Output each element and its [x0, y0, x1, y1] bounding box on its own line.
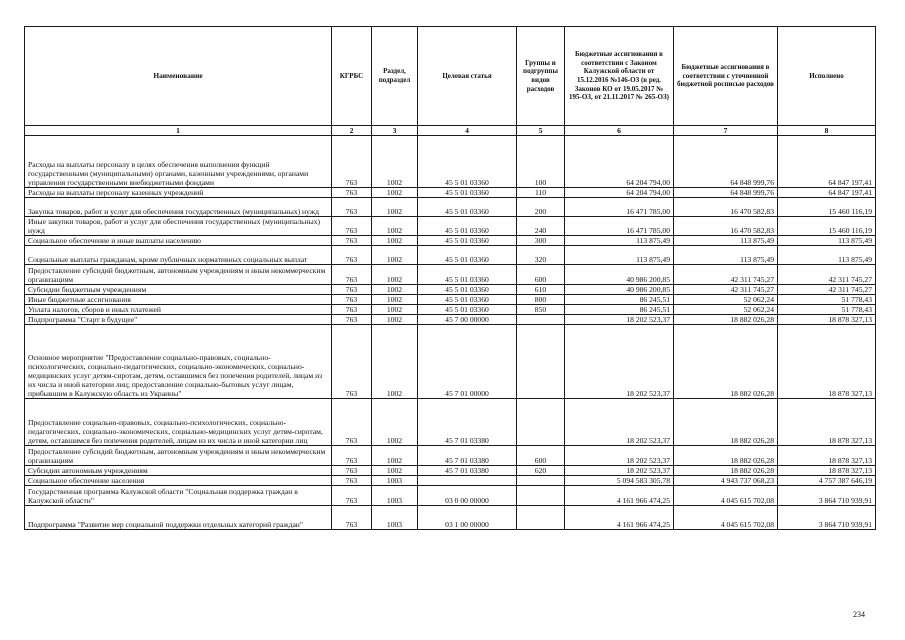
- row-name: Предоставление социально-правовых, социально-психологических, социально-педагогических, социально-экономических, социально-медицинских услуг детям-сиротам, детям, оставшимся без попечения родителей, лицам из их числа и иной категории лиц: [25, 399, 332, 446]
- row-refined-amount: 18 882 026,28: [674, 466, 778, 476]
- row-section: 1002: [372, 246, 418, 265]
- row-expense-type: [517, 506, 565, 530]
- table-row: [25, 476, 876, 486]
- row-section: 1002: [372, 295, 418, 305]
- row-kgrbs: 763: [332, 265, 372, 285]
- header-section: Раздел, подраздел: [372, 27, 418, 126]
- row-target-article: 45 5 01 03360: [418, 188, 517, 198]
- row-section: 1002: [372, 188, 418, 198]
- row-name: Социальные выплаты гражданам, кроме публичных нормативных социальных выплат: [25, 246, 332, 265]
- row-kgrbs: 763: [332, 305, 372, 315]
- row-kgrbs: 763: [332, 466, 372, 476]
- row-refined-amount: 18 882 026,28: [674, 446, 778, 466]
- row-expense-type: 300: [517, 236, 565, 246]
- table-row: [25, 315, 876, 325]
- row-law-amount: 18 202 523,37: [565, 466, 674, 476]
- row-section: 1002: [372, 285, 418, 295]
- row-target-article: [418, 476, 517, 486]
- row-expense-type: 600: [517, 265, 565, 285]
- row-executed-amount: 18 878 327,13: [778, 325, 876, 399]
- row-expense-type: 600: [517, 446, 565, 466]
- row-kgrbs: 763: [332, 217, 372, 236]
- row-refined-amount: 4 045 615 702,08: [674, 506, 778, 530]
- row-section: 1002: [372, 305, 418, 315]
- column-number: 3: [372, 126, 418, 136]
- row-name: Государственная программа Калужской области "Социальная поддержка граждан в Калужской области": [25, 486, 332, 506]
- row-section: 1003: [372, 486, 418, 506]
- row-name: Субсидии бюджетным учреждениям: [25, 285, 332, 295]
- row-kgrbs: 763: [332, 399, 372, 446]
- row-expense-type: [517, 486, 565, 506]
- table-row: [25, 236, 876, 246]
- row-executed-amount: 113 875,49: [778, 236, 876, 246]
- table-row: [25, 285, 876, 295]
- row-expense-type: 850: [517, 305, 565, 315]
- row-kgrbs: 763: [332, 198, 372, 217]
- row-expense-type: 100: [517, 136, 565, 188]
- row-section: 1002: [372, 325, 418, 399]
- table-row: [25, 325, 876, 399]
- row-section: 1002: [372, 466, 418, 476]
- row-kgrbs: 763: [332, 315, 372, 325]
- row-kgrbs: 763: [332, 285, 372, 295]
- header-name: Наименование: [25, 27, 332, 126]
- row-executed-amount: 64 847 197,41: [778, 188, 876, 198]
- row-target-article: 45 5 01 03360: [418, 265, 517, 285]
- column-number: 6: [565, 126, 674, 136]
- row-name: Закупка товаров, работ и услуг для обеспечения государственных (муниципальных) нужд: [25, 198, 332, 217]
- page-number: 234: [853, 610, 865, 619]
- row-kgrbs: 763: [332, 188, 372, 198]
- row-expense-type: 320: [517, 246, 565, 265]
- row-executed-amount: 3 864 710 939,91: [778, 506, 876, 530]
- row-refined-amount: 113 875,49: [674, 236, 778, 246]
- row-section: 1003: [372, 506, 418, 530]
- row-law-amount: 40 986 200,85: [565, 265, 674, 285]
- table-row: [25, 188, 876, 198]
- row-executed-amount: 18 878 327,13: [778, 315, 876, 325]
- header-executed: Исполнено: [778, 27, 876, 126]
- row-section: 1002: [372, 217, 418, 236]
- row-target-article: 45 5 01 03360: [418, 136, 517, 188]
- row-refined-amount: 42 311 745,27: [674, 265, 778, 285]
- row-law-amount: 18 202 523,37: [565, 446, 674, 466]
- row-name: Основное мероприятие "Предоставление социально-правовых, социально-психологических, социально-педагогических, социально-экономических, социально-медицинских услуг детям-сиротам, детям, оставшимся без попечения родителей, лицам из их числа и иной категории лиц; предоставление социально-бытовых услуг лицам, прибывшим в Калужскую область из Украины": [25, 325, 332, 399]
- row-name: Расходы на выплаты персоналу казенных учреждений: [25, 188, 332, 198]
- table-row: [25, 486, 876, 506]
- row-refined-amount: 16 470 582,83: [674, 198, 778, 217]
- row-name: Подпрограмма "Старт в будущее": [25, 315, 332, 325]
- table-row: [25, 198, 876, 217]
- table-row: [25, 295, 876, 305]
- row-refined-amount: 113 875,49: [674, 246, 778, 265]
- row-name: Расходы на выплаты персоналу в целях обеспечения выполнения функций государственными (муниципальными) органами, казенными учреждениями, органами управления государственными внебюджетными фондами: [25, 136, 332, 188]
- row-name: Предоставление субсидий бюджетным, автономным учреждениям и иным некоммерческим организациям: [25, 446, 332, 466]
- table-row: [25, 305, 876, 315]
- row-kgrbs: 763: [332, 295, 372, 305]
- row-kgrbs: 763: [332, 325, 372, 399]
- header-law-appropriations: Бюджетные ассигнования в соответствии с Законом Калужской области от 15.12.2016 №146-ОЗ (в ред. Законов КО от 19.05.2017 № 195-ОЗ, от 21.11.2017 № 265-ОЗ): [565, 27, 674, 126]
- row-refined-amount: 16 470 582,83: [674, 217, 778, 236]
- row-refined-amount: 64 848 999,76: [674, 136, 778, 188]
- row-executed-amount: 18 878 327,13: [778, 446, 876, 466]
- row-target-article: 45 7 01 03380: [418, 399, 517, 446]
- table-row: [25, 265, 876, 285]
- row-expense-type: [517, 315, 565, 325]
- row-law-amount: 16 471 785,00: [565, 217, 674, 236]
- row-target-article: 03 0 00 00000: [418, 486, 517, 506]
- row-executed-amount: 18 878 327,13: [778, 466, 876, 476]
- row-name: Иные бюджетные ассигнования: [25, 295, 332, 305]
- row-refined-amount: 64 848 999,76: [674, 188, 778, 198]
- row-executed-amount: 113 875,49: [778, 246, 876, 265]
- row-expense-type: 610: [517, 285, 565, 295]
- row-law-amount: 5 094 583 305,78: [565, 476, 674, 486]
- row-executed-amount: 51 778,43: [778, 295, 876, 305]
- row-expense-type: 200: [517, 198, 565, 217]
- row-target-article: 45 7 00 00000: [418, 315, 517, 325]
- row-expense-type: 240: [517, 217, 565, 236]
- row-section: 1002: [372, 236, 418, 246]
- row-law-amount: 86 245,51: [565, 295, 674, 305]
- row-kgrbs: 763: [332, 246, 372, 265]
- row-target-article: 45 5 01 03360: [418, 295, 517, 305]
- row-law-amount: 4 161 966 474,25: [565, 506, 674, 530]
- row-refined-amount: 4 943 737 068,23: [674, 476, 778, 486]
- row-target-article: 45 5 01 03360: [418, 305, 517, 315]
- row-target-article: 45 7 01 03380: [418, 466, 517, 476]
- row-law-amount: 113 875,49: [565, 246, 674, 265]
- row-name: Подпрограмма "Развитие мер социальной поддержки отдельных категорий граждан": [25, 506, 332, 530]
- row-target-article: 03 1 00 00000: [418, 506, 517, 530]
- row-executed-amount: 64 847 197,41: [778, 136, 876, 188]
- row-law-amount: 18 202 523,37: [565, 325, 674, 399]
- column-number: 1: [25, 126, 332, 136]
- row-name: Субсидии автономным учреждениям: [25, 466, 332, 476]
- header-refined-appropriations: Бюджетные ассигнования в соответствии с уточненной бюджетной росписью расходов: [674, 27, 778, 126]
- table-row: [25, 399, 876, 446]
- row-section: 1002: [372, 198, 418, 217]
- table-row: [25, 506, 876, 530]
- row-section: 1002: [372, 265, 418, 285]
- row-executed-amount: 4 757 387 646,19: [778, 476, 876, 486]
- table-row: [25, 466, 876, 476]
- column-number-row: [25, 126, 876, 136]
- row-executed-amount: 42 311 745,27: [778, 285, 876, 295]
- row-refined-amount: 18 882 026,28: [674, 399, 778, 446]
- row-law-amount: 18 202 523,37: [565, 315, 674, 325]
- row-kgrbs: 763: [332, 486, 372, 506]
- header-vid: Группы и подгруппы видов расходов: [517, 27, 565, 126]
- row-law-amount: 18 202 523,37: [565, 399, 674, 446]
- row-executed-amount: 51 778,43: [778, 305, 876, 315]
- header-row: [25, 27, 876, 126]
- row-law-amount: 4 161 966 474,25: [565, 486, 674, 506]
- row-refined-amount: 4 045 615 702,08: [674, 486, 778, 506]
- row-law-amount: 64 204 794,00: [565, 136, 674, 188]
- row-kgrbs: 763: [332, 506, 372, 530]
- row-law-amount: 86 245,51: [565, 305, 674, 315]
- budget-table-sheet: [24, 26, 876, 530]
- row-kgrbs: 763: [332, 236, 372, 246]
- row-kgrbs: 763: [332, 446, 372, 466]
- column-number: 2: [332, 126, 372, 136]
- row-executed-amount: 18 878 327,13: [778, 399, 876, 446]
- row-name: Социальное обеспечение населения: [25, 476, 332, 486]
- table-row: [25, 446, 876, 466]
- row-executed-amount: 15 460 116,19: [778, 217, 876, 236]
- row-expense-type: [517, 476, 565, 486]
- row-expense-type: 620: [517, 466, 565, 476]
- budget-table: [24, 26, 876, 530]
- row-section: 1002: [372, 446, 418, 466]
- row-name: Предоставление субсидий бюджетным, автономным учреждениям и иным некоммерческим организациям: [25, 265, 332, 285]
- row-expense-type: [517, 325, 565, 399]
- column-number: 5: [517, 126, 565, 136]
- table-row: [25, 246, 876, 265]
- row-executed-amount: 15 460 116,19: [778, 198, 876, 217]
- row-section: 1003: [372, 476, 418, 486]
- row-kgrbs: 763: [332, 476, 372, 486]
- row-executed-amount: 42 311 745,27: [778, 265, 876, 285]
- column-number: 7: [674, 126, 778, 136]
- row-refined-amount: 18 882 026,28: [674, 315, 778, 325]
- row-target-article: 45 5 01 03360: [418, 285, 517, 295]
- row-refined-amount: 52 062,24: [674, 305, 778, 315]
- row-refined-amount: 42 311 745,27: [674, 285, 778, 295]
- row-expense-type: [517, 399, 565, 446]
- header-kgrbs: КГРБС: [332, 27, 372, 126]
- row-name: Социальное обеспечение и иные выплаты населению: [25, 236, 332, 246]
- row-expense-type: 110: [517, 188, 565, 198]
- column-number: 4: [418, 126, 517, 136]
- row-name: Уплата налогов, сборов и иных платежей: [25, 305, 332, 315]
- row-section: 1002: [372, 315, 418, 325]
- row-target-article: 45 5 01 03360: [418, 236, 517, 246]
- column-number: 8: [778, 126, 876, 136]
- table-row: [25, 136, 876, 188]
- row-law-amount: 40 986 200,85: [565, 285, 674, 295]
- row-refined-amount: 52 062,24: [674, 295, 778, 305]
- row-law-amount: 64 204 794,00: [565, 188, 674, 198]
- row-section: 1002: [372, 136, 418, 188]
- table-row: [25, 217, 876, 236]
- row-target-article: 45 7 01 00000: [418, 325, 517, 399]
- row-refined-amount: 18 882 026,28: [674, 325, 778, 399]
- row-target-article: 45 5 01 03360: [418, 198, 517, 217]
- row-law-amount: 113 875,49: [565, 236, 674, 246]
- row-expense-type: 800: [517, 295, 565, 305]
- row-name: Иные закупки товаров, работ и услуг для обеспечения государственных (муниципальных) нужд: [25, 217, 332, 236]
- row-target-article: 45 5 01 03360: [418, 217, 517, 236]
- row-target-article: 45 7 01 03380: [418, 446, 517, 466]
- header-target: Целевая статья: [418, 27, 517, 126]
- row-target-article: 45 5 01 03360: [418, 246, 517, 265]
- row-kgrbs: 763: [332, 136, 372, 188]
- row-section: 1002: [372, 399, 418, 446]
- row-executed-amount: 3 864 710 939,91: [778, 486, 876, 506]
- row-law-amount: 16 471 785,00: [565, 198, 674, 217]
